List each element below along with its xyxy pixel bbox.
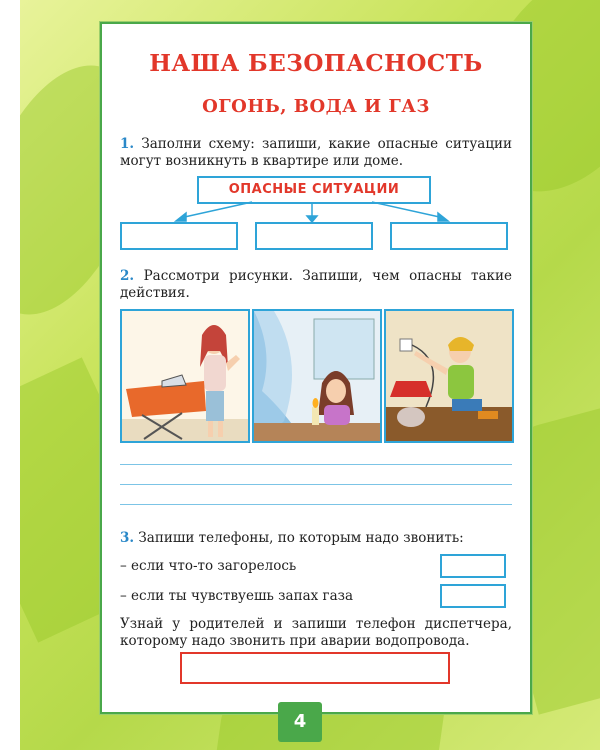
page-title: НАША БЕЗОПАСНОСТЬ (149, 50, 483, 77)
task1-number: 1. (120, 136, 135, 152)
answer-line-2[interactable] (120, 484, 512, 485)
fire-phone-label: – если что-то загорелось (120, 558, 297, 574)
picture-candle (252, 309, 382, 443)
task3-text: 3. Запиши телефоны, по которым надо звонить: (120, 530, 464, 546)
page-number: 4 (278, 702, 322, 742)
worksheet (100, 22, 532, 714)
dispatcher-phone-box[interactable] (180, 652, 450, 684)
answer-box-1[interactable] (120, 222, 238, 250)
answer-line-3[interactable] (120, 504, 512, 505)
answer-box-3[interactable] (390, 222, 508, 250)
task2-number: 2. (120, 268, 135, 284)
task3-number: 3. (120, 530, 135, 546)
gas-phone-label: – если ты чувствуешь запах газа (120, 588, 354, 604)
dispatcher-text: Узнай у родителей и запиши телефон диспетчера, которому надо звонить при аварии водопровода. (120, 616, 512, 649)
picture-plug (384, 309, 514, 443)
answer-line-1[interactable] (120, 464, 512, 465)
fire-phone-box[interactable] (440, 554, 506, 578)
task1-text: 1. Заполни схему: запиши, какие опасные ситуации могут возникнуть в квартире или доме. (120, 136, 512, 169)
scheme-title: ОПАСНЫЕ СИТУАЦИИ (197, 176, 431, 204)
answer-box-2[interactable] (255, 222, 373, 250)
picture-iron (120, 309, 250, 443)
page-subtitle: ОГОНЬ, ВОДА И ГАЗ (202, 96, 430, 117)
gas-phone-box[interactable] (440, 584, 506, 608)
scheme-arrows (102, 24, 530, 254)
task2-text: 2. Рассмотри рисунки. Запиши, чем опасны такие действия. (120, 268, 512, 301)
